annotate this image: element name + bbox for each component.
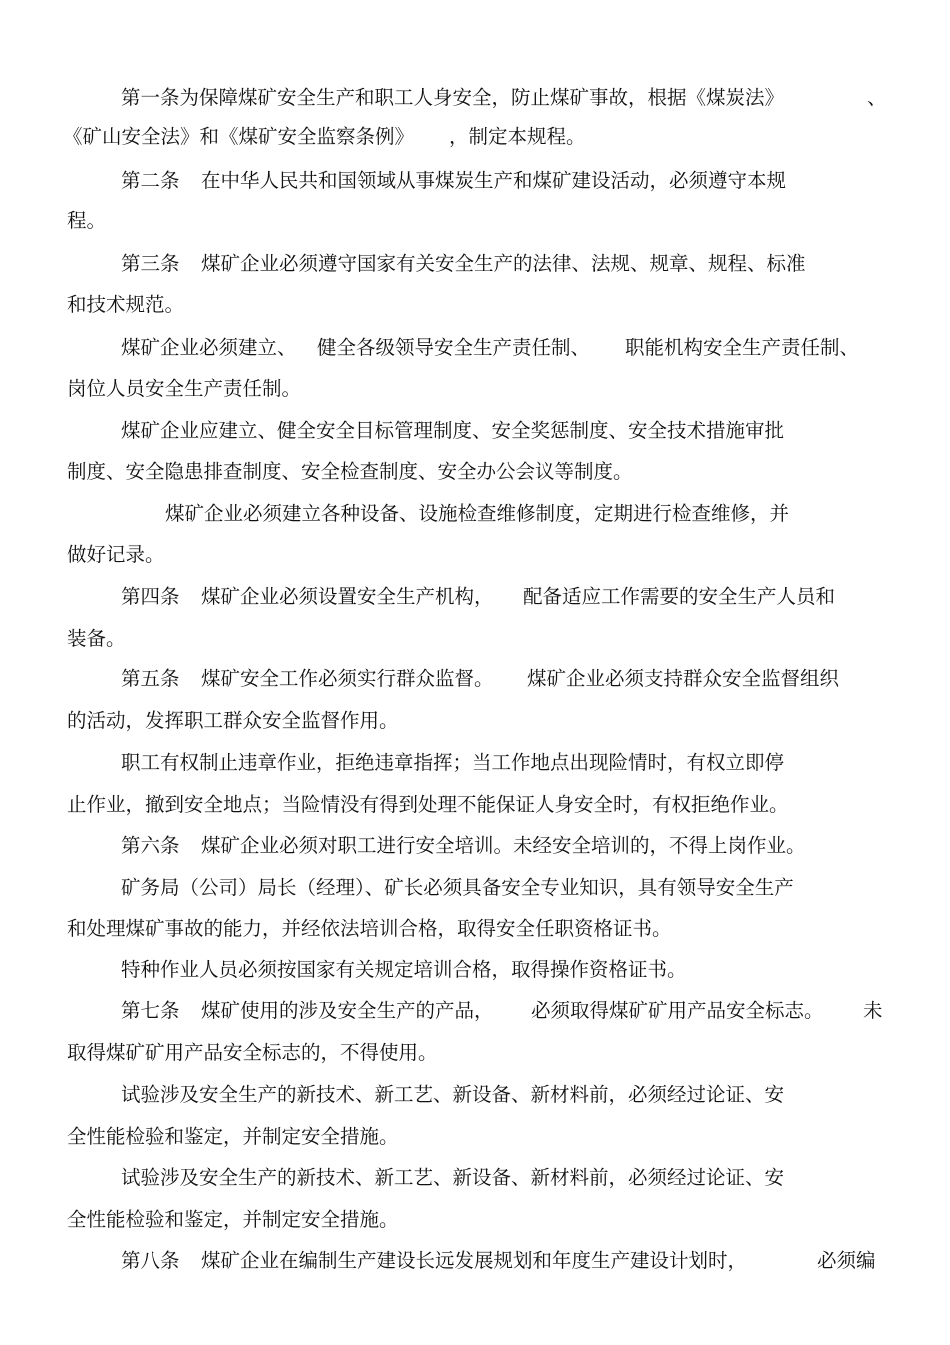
text-line: 煤矿安全工作必须实行群众监督。 — [201, 667, 494, 690]
text-line: 煤矿企业应建立、健全安全目标管理制度、安全奖惩制度、安全技术措施审批 — [121, 419, 785, 442]
text-line: 全性能检验和鉴定，并制定安全措施。 — [67, 1208, 399, 1231]
text-line: 止作业，撤到安全地点；当险情没有得到处理不能保证人身安全时，有权拒绝作业。 — [67, 793, 789, 816]
text-line: 必须编 — [817, 1249, 876, 1272]
text-line: 职能机构安全生产责任制、 — [625, 336, 860, 359]
text-line: 试验涉及安全生产的新技术、新工艺、新设备、新材料前，必须经过论证、安 — [121, 1083, 785, 1106]
text-line: 煤矿企业必须设置安全生产机构， — [201, 585, 494, 608]
text-line: 《矿山安全法》和《煤矿安全监察条例》 — [63, 125, 415, 148]
text-line: 在中华人民共和国领域从事煤炭生产和煤矿建设活动，必须遵守本规 — [201, 169, 787, 192]
text-line: 全性能检验和鉴定，并制定安全措施。 — [67, 1125, 399, 1148]
text-line: 健全各级领导安全生产责任制、 — [317, 336, 591, 359]
text-line: 第一条为保障煤矿安全生产和职工人身安全，防止煤矿事故，根据《煤炭法》 — [121, 86, 785, 109]
text-line: 第二条 — [121, 169, 180, 192]
text-line: 做好记录。 — [67, 543, 165, 566]
text-line: 第六条 — [121, 834, 180, 857]
text-line: 配备适应工作需要的安全生产人员和 — [523, 585, 836, 608]
text-line: 职工有权制止违章作业，拒绝违章指挥；当工作地点出现险情时，有权立即停 — [121, 751, 785, 774]
text-line: 第四条 — [121, 585, 180, 608]
text-line: 未 — [863, 999, 883, 1022]
text-line: 煤矿企业必须遵守国家有关安全生产的法律、法规、规章、规程、标准 — [201, 252, 806, 275]
text-line: 煤矿企业必须支持群众安全监督组织 — [527, 667, 840, 690]
text-line: 取得煤矿矿用产品安全标志的，不得使用。 — [67, 1041, 438, 1064]
text-line: 的活动，发挥职工群众安全监督作用。 — [67, 709, 399, 732]
text-line: 第五条 — [121, 667, 180, 690]
text-line: 岗位人员安全生产责任制。 — [67, 377, 302, 400]
text-line: 煤矿企业必须建立、 — [121, 336, 297, 359]
text-line: 煤矿企业必须建立各种设备、设施检查维修制度，定期进行检查维修，并 — [165, 502, 790, 525]
text-line: 第三条 — [121, 252, 180, 275]
text-line: 和处理煤矿事故的能力，并经依法培训合格，取得安全任职资格证书。 — [67, 917, 672, 940]
text-line: 程。 — [67, 209, 107, 232]
text-line: 试验涉及安全生产的新技术、新工艺、新设备、新材料前，必须经过论证、安 — [121, 1166, 785, 1189]
text-line: 装备。 — [67, 627, 126, 650]
text-line: 制度、安全隐患排查制度、安全检查制度、安全办公会议等制度。 — [67, 460, 633, 483]
text-line: 矿务局（公司）局长（经理）、矿长必须具备安全专业知识，具有领导安全生产 — [121, 876, 794, 899]
text-line: 和技术规范。 — [67, 293, 185, 316]
text-line: 煤矿企业在编制生产建设长远发展规划和年度生产建设计划时， — [201, 1249, 748, 1272]
text-line: 第八条 — [121, 1249, 180, 1272]
text-line: 第七条 — [121, 999, 180, 1022]
text-line: 煤矿企业必须对职工进行安全培训。未经安全培训的，不得上岗作业。 — [201, 834, 806, 857]
text-line: 必须取得煤矿矿用产品安全标志。 — [531, 999, 824, 1022]
text-line: 特种作业人员必须按国家有关规定培训合格，取得操作资格证书。 — [121, 958, 687, 981]
text-line: 、 — [867, 86, 887, 109]
text-line: 煤矿使用的涉及安全生产的产品， — [201, 999, 494, 1022]
text-line: ，制定本规程。 — [449, 125, 586, 148]
